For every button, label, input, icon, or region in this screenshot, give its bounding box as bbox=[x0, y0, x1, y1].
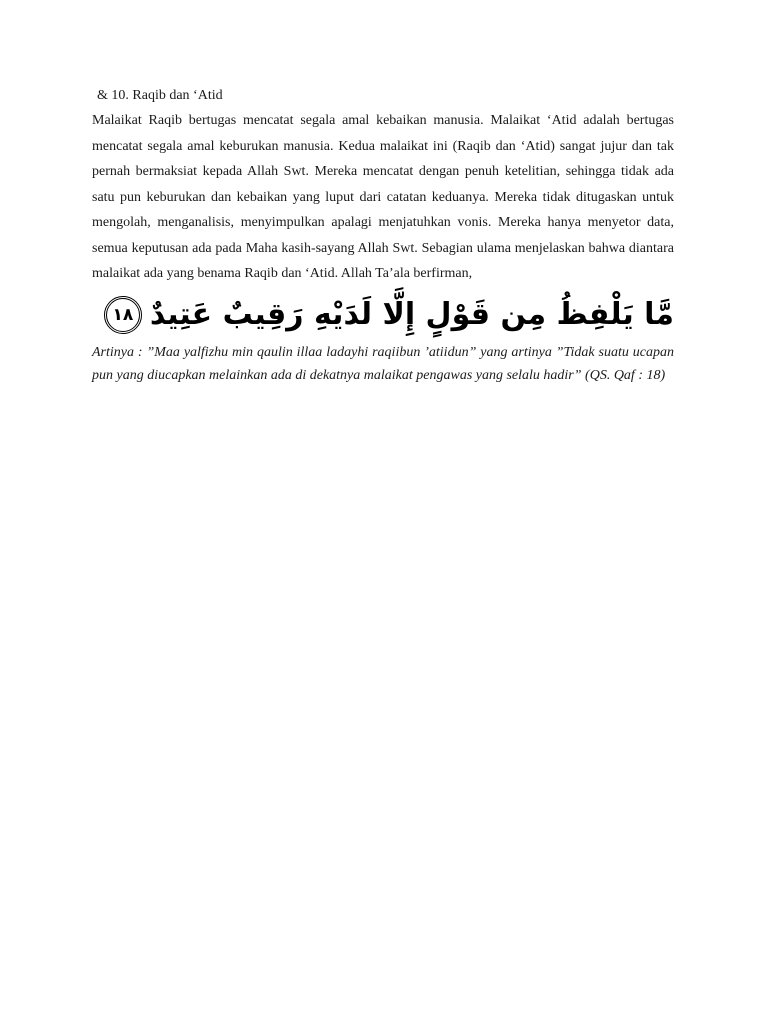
verse-translation: Artinya : ”Maa yalfizhu min qaulin illaa ladayhi raqiibun ’atiidun” yang artinya ”Tidak suatu ucapan pun yang diucapkan melainkan ada di dekatnya malaikat pengawas yang selalu hadir” (QS. Qaf : 18) bbox=[92, 344, 674, 383]
document-page bbox=[92, 84, 674, 387]
section-heading: & 10. Raqib dan ‘Atid bbox=[97, 88, 223, 103]
quran-verse-block bbox=[92, 289, 674, 341]
body-paragraph: Malaikat Raqib bertugas mencatat segala amal kebaikan manusia. Malaikat ‘Atid adalah bertugas mencatat segala amal keburukan manusia. Kedua malaikat ini (Raqib dan ‘Atid) sangat jujur dan tak pernah bermaksiat kepada Allah Swt. Mereka mencatat dengan penuh ketelitian, sehingga tidak ada satu pun keburukan dan kebaikan yang luput dari catatan keduanya. Mereka tidak ditugaskan untuk mengolah, menganalisis, menyimpulkan apalagi menjatuhkan vonis. Mereka hanya menyetor data, semua keputusan ada pada Maha kasih-sayang Allah Swt. Sebagian ulama menjelaskan bahwa diantara malaikat ada yang benama Raqib dan ‘Atid. Allah Ta’ala berfirman, bbox=[92, 113, 674, 281]
quran-verse bbox=[104, 296, 674, 334]
ayah-number-marker: ١٨ bbox=[104, 296, 142, 334]
verse-arabic-text: مَّا يَلْفِظُ مِن قَوْلٍ إِلَّا لَدَيْهِ رَقِيبٌ عَتِيدٌ bbox=[149, 297, 674, 332]
